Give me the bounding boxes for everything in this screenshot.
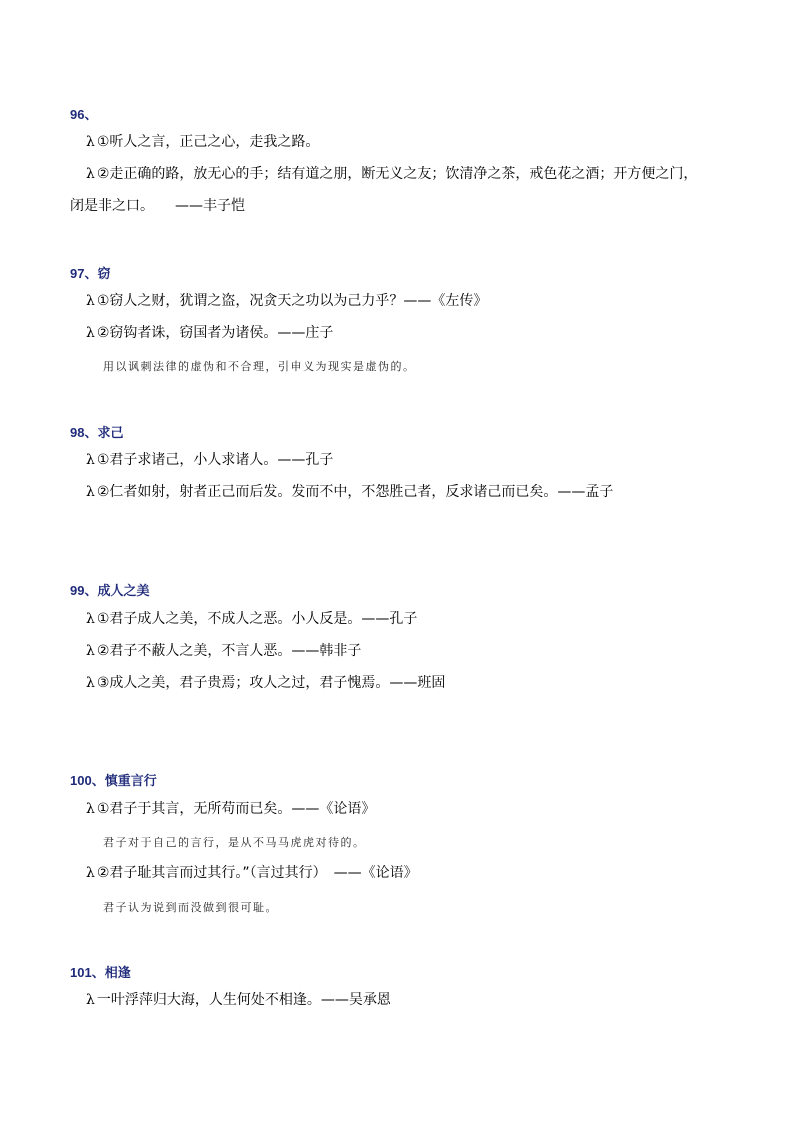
quote-text: ②君子耻其言而过其行。”（言过其行） ——《论语》 xyxy=(96,865,418,881)
section-title: 成人之美 xyxy=(97,584,150,599)
bullet-icon: λ xyxy=(86,611,95,627)
section-number: 100、 xyxy=(70,773,105,788)
section-number: 97、 xyxy=(70,266,98,281)
quote-item xyxy=(86,285,487,317)
quote-item xyxy=(86,857,418,889)
quote-text: ②窃钩者诛，窃国者为诸侯。——庄子 xyxy=(96,325,334,341)
quote-item xyxy=(70,158,710,222)
section-title: 相逢 xyxy=(104,966,131,981)
quote-text: ①君子求诸己，小人求诸人。——孔子 xyxy=(96,452,334,468)
section-number: 98、 xyxy=(70,425,98,440)
bullet-icon: λ xyxy=(86,865,95,881)
quote-text: ②君子不蔽人之美，不言人恶。——韩非子 xyxy=(96,643,362,659)
quote-text: ①窃人之财，犹谓之盗，况贪天之功以为己力乎？——《左传》 xyxy=(96,293,488,309)
bullet-icon: λ xyxy=(86,325,95,341)
quote-text: ②仁者如射，射者正己而后发。发而不中，不怨胜己者，反求诸己而已矣。——孟子 xyxy=(96,484,614,500)
bullet-icon: λ xyxy=(86,801,95,817)
quote-text: 一叶浮萍归大海，人生何处不相逢。——吴承恩 xyxy=(96,992,391,1008)
explanation-note: 用以讽刺法律的虚伪和不合理，引申义为现实是虚伪的。 xyxy=(103,360,416,373)
quote-item xyxy=(86,635,361,667)
section-heading-100 xyxy=(70,770,157,789)
quote-item xyxy=(86,444,333,476)
quote-item xyxy=(86,793,375,825)
quote-text: ①君子于其言，无所苟而已矣。——《论语》 xyxy=(96,801,376,817)
quote-item xyxy=(86,603,417,635)
quote-item xyxy=(86,667,445,699)
bullet-icon: λ xyxy=(86,675,95,691)
bullet-icon: λ xyxy=(86,166,95,182)
section-heading-96 xyxy=(70,104,97,123)
section-heading-101 xyxy=(70,962,131,981)
quote-item xyxy=(86,317,333,349)
quote-text: ②走正确的路，放无心的手；结有道之朋，断无义之友；饮清净之茶，戒色花之酒；开方便之门，闭是非之口。 ——丰子恺 xyxy=(70,166,698,214)
quote-item xyxy=(86,984,391,1016)
explanation-note: 君子对于自己的言行，是从不马马虎虎对待的。 xyxy=(103,836,366,849)
section-title: 窃 xyxy=(97,267,111,282)
bullet-icon: λ xyxy=(86,134,95,150)
bullet-icon: λ xyxy=(86,452,95,468)
quote-text: ①听人之言，正己之心，走我之路。 xyxy=(96,134,320,150)
section-title: 慎重言行 xyxy=(104,774,157,789)
section-heading-97 xyxy=(70,263,110,282)
section-number: 99、 xyxy=(70,583,98,598)
section-heading-99 xyxy=(70,580,149,599)
section-number: 101、 xyxy=(70,965,105,980)
quote-item xyxy=(86,126,319,158)
bullet-icon: λ xyxy=(86,992,95,1008)
explanation-note: 君子认为说到而没做到很可耻。 xyxy=(103,901,278,914)
section-heading-98 xyxy=(70,422,123,441)
quote-text: ①君子成人之美，不成人之恶。小人反是。——孔子 xyxy=(96,611,418,627)
section-title: 求己 xyxy=(97,426,124,441)
quote-text: ③成人之美，君子贵焉；攻人之过，君子愧焉。——班固 xyxy=(96,675,446,691)
quote-item xyxy=(86,476,613,508)
section-number: 96、 xyxy=(70,107,98,122)
bullet-icon: λ xyxy=(86,643,95,659)
bullet-icon: λ xyxy=(86,293,95,309)
bullet-icon: λ xyxy=(86,484,95,500)
